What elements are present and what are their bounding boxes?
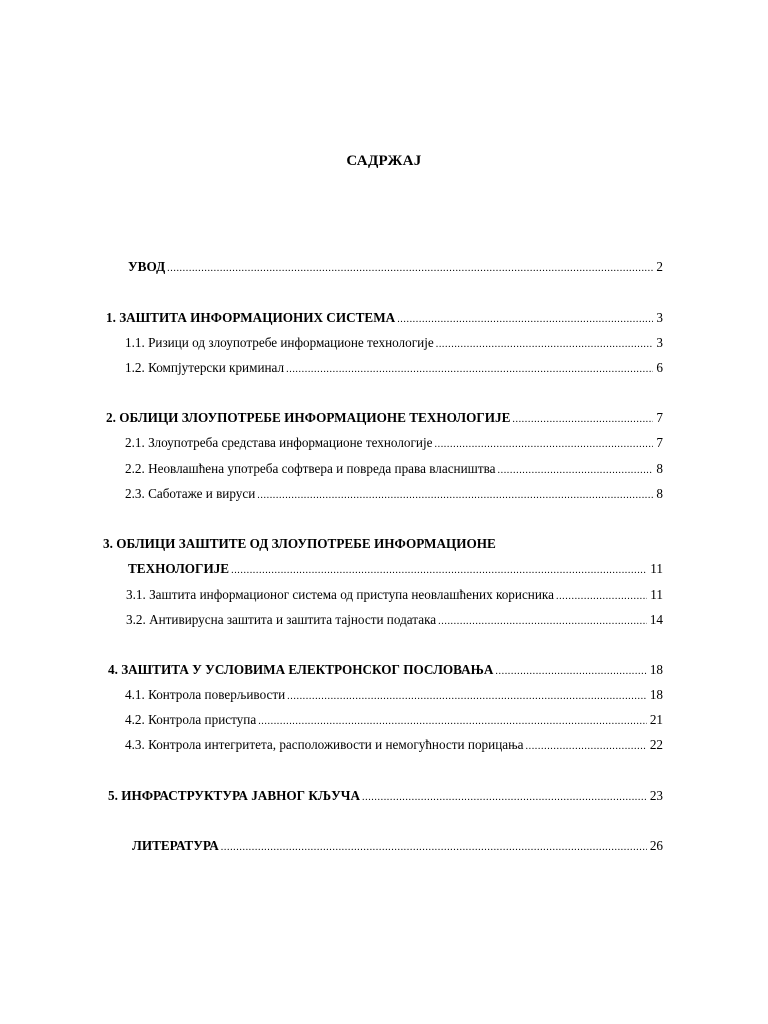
toc-page-number: 3 (656, 310, 663, 325)
toc-page-number: 18 (649, 687, 663, 702)
toc-entry-section-4-3[interactable] (125, 736, 663, 756)
dot-leader (167, 260, 653, 278)
page-title: САДРЖАЈ (346, 153, 422, 169)
dot-leader (435, 436, 654, 454)
toc-page-number: 21 (649, 712, 663, 727)
toc-entry-section-4-2[interactable] (125, 711, 663, 731)
dot-leader (438, 613, 647, 631)
toc-entry-text: ТЕХНОЛОГИЈЕ (128, 561, 230, 576)
dot-leader (512, 411, 653, 429)
toc-entry-section-1-2[interactable] (125, 359, 663, 379)
toc-entry-section-1-1[interactable] (125, 334, 663, 354)
toc-page-number: 7 (656, 410, 663, 425)
toc-entry-text: 1.2. Компјутерски криминал (125, 360, 285, 375)
toc-entry-section-3-1[interactable] (126, 586, 663, 606)
toc-page-number: 26 (649, 838, 663, 853)
toc-page-number: 6 (656, 360, 663, 375)
toc-entry-text: 4.2. Контрола приступа (125, 712, 257, 727)
dot-leader (556, 588, 647, 606)
toc-page-number: 7 (656, 435, 663, 450)
toc-entry-section-3-line1[interactable]: 3. ОБЛИЦИ ЗАШТИТЕ ОД ЗЛОУПОТРЕБЕ ИНФОРМАЦИОНЕ (103, 536, 496, 551)
toc-entry-text: 4.3. Контрола интегритета, расположивости и немогућности порицања (125, 737, 524, 752)
dot-leader (257, 487, 653, 505)
toc-entry-text: УВОД (128, 259, 166, 274)
toc-entry-text: 4. ЗАШТИТА У УСЛОВИМА ЕЛЕКТРОНСКОГ ПОСЛОВАЊА (108, 662, 494, 677)
toc-entry-text: 2. ОБЛИЦИ ЗЛОУПОТРЕБЕ ИНФОРМАЦИОНЕ ТЕХНОЛОГИЈЕ (106, 410, 511, 425)
toc-page-number: 8 (656, 486, 663, 501)
toc-page-number: 3 (656, 335, 663, 350)
toc-entry-text: ЛИТЕРАТУРА (132, 838, 219, 853)
dot-leader (286, 361, 653, 379)
toc-page-number: 23 (649, 788, 663, 803)
toc-entry-text: 2.3. Саботаже и вируси (125, 486, 256, 501)
toc-entry-text: 2.2. Неовлашћена употреба софтвера и повреда права власништва (125, 461, 496, 476)
toc-page-number: 22 (649, 737, 663, 752)
toc-page-number: 8 (656, 461, 663, 476)
toc-entry-text: 5. ИНФРАСТРУКТУРА ЈАВНОГ КЉУЧА (108, 788, 360, 803)
dot-leader (436, 336, 654, 354)
dot-leader (258, 713, 647, 731)
toc-page-number: 11 (650, 561, 663, 576)
toc-entry-section-2-2[interactable] (125, 460, 663, 480)
toc-entry-section-5[interactable] (108, 787, 663, 807)
toc-page-number: 14 (649, 612, 663, 627)
toc-entry-section-4[interactable] (108, 661, 663, 681)
toc-entry-text: 3.2. Антивирусна заштита и заштита тајности података (126, 612, 437, 627)
toc-entry-text: 3.1. Заштита информационог система од приступа неовлашћених корисника (126, 587, 554, 602)
toc-entry-text: 1.1. Ризици од злоупотребе информационе технологије (125, 335, 434, 350)
dot-leader (526, 738, 647, 756)
toc-entry-text: 1. ЗАШТИТА ИНФОРМАЦИОНИХ СИСТЕМА (106, 310, 396, 325)
dot-leader (397, 311, 653, 329)
toc-entry-section-2-3[interactable] (125, 485, 663, 505)
toc-entry-text: 4.1. Контрола поверљивости (125, 687, 286, 702)
dot-leader (231, 562, 647, 580)
dot-leader (498, 462, 654, 480)
dot-leader (221, 839, 647, 857)
toc-entry-section-1[interactable] (106, 309, 663, 329)
toc-page-number: 11 (650, 587, 663, 602)
toc-entry-section-2-1[interactable] (125, 434, 663, 454)
dot-leader (362, 789, 647, 807)
toc-entry-literatura[interactable] (132, 837, 663, 857)
toc-page-number: 18 (649, 662, 663, 677)
toc-entry-section-3[interactable] (128, 560, 663, 580)
dot-leader (287, 688, 647, 706)
toc-entry-section-4-1[interactable] (125, 686, 663, 706)
toc-entry-text: 2.1. Злоупотреба средстава информационе технологије (125, 435, 433, 450)
toc-page-number: 2 (656, 259, 663, 274)
toc-entry-uvod[interactable] (128, 258, 663, 278)
toc-entry-section-2[interactable] (106, 409, 663, 429)
toc-entry-section-3-2[interactable] (126, 611, 663, 631)
dot-leader (495, 663, 646, 681)
